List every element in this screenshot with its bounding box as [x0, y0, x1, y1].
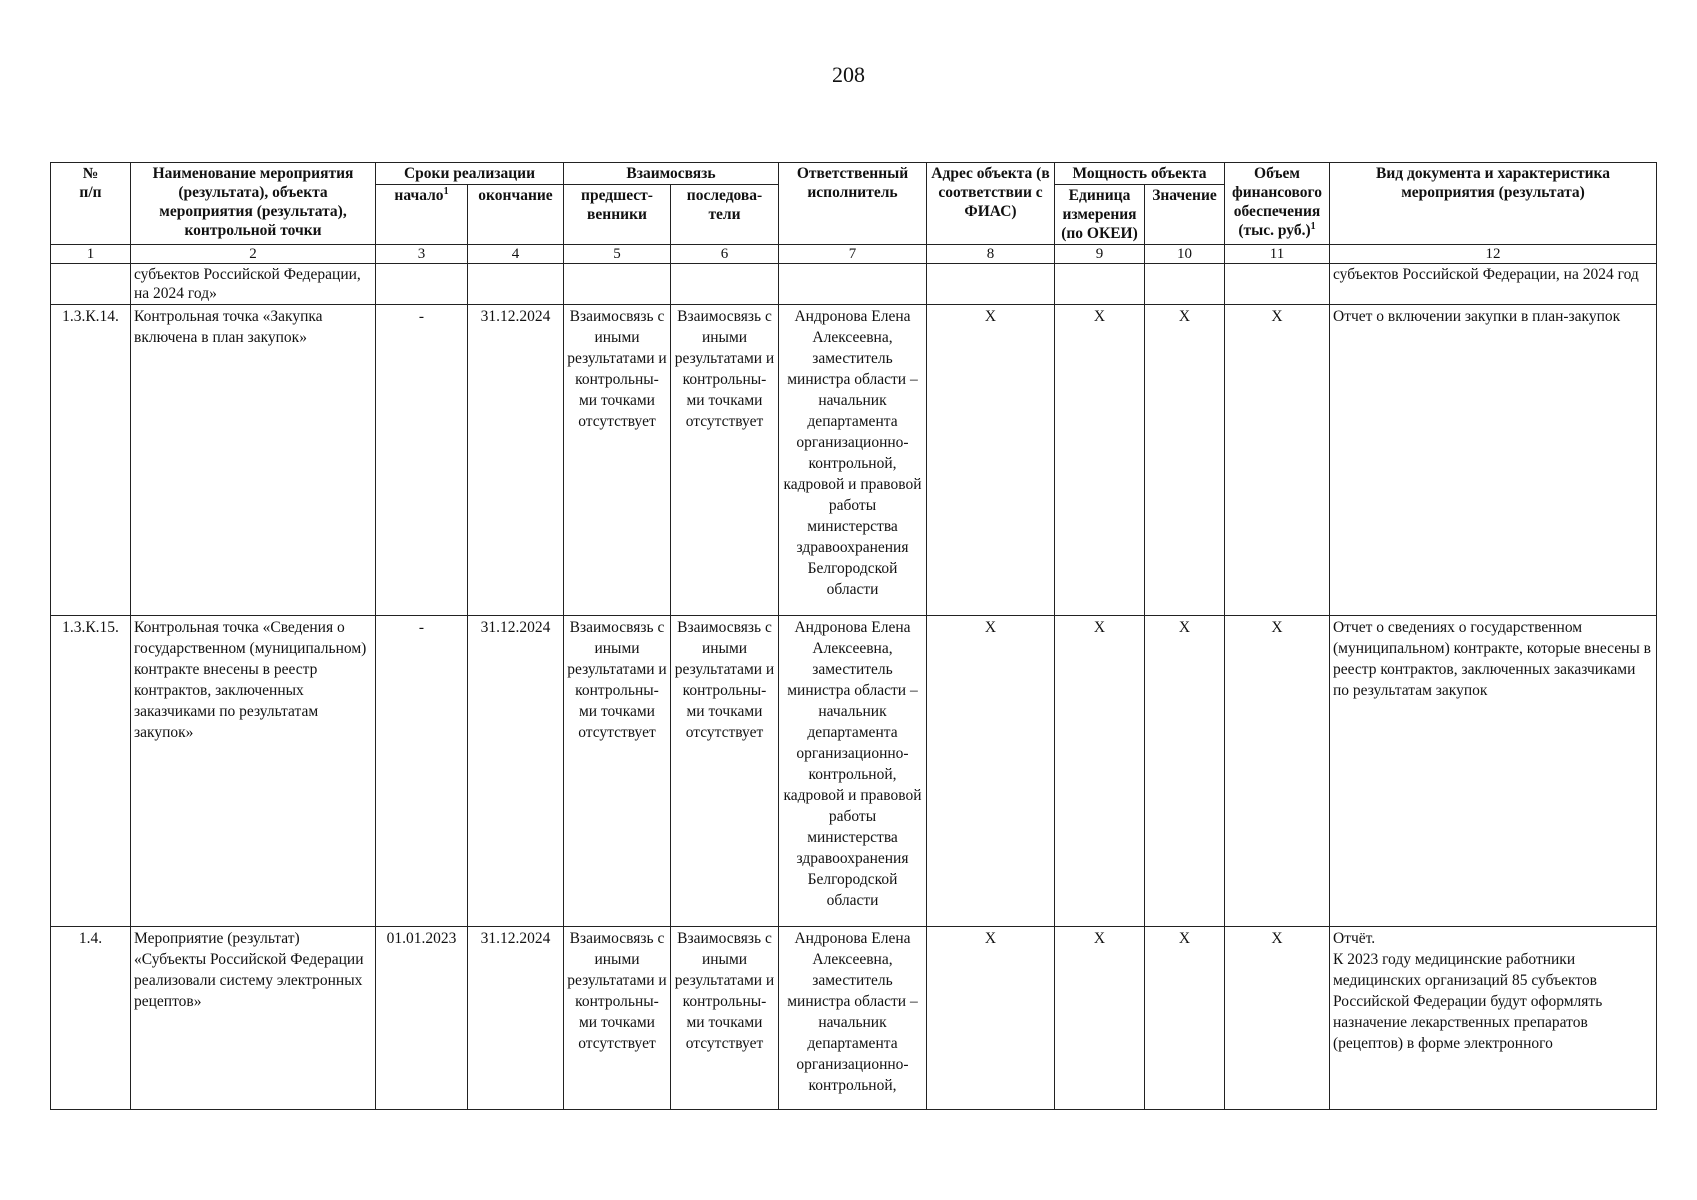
header-terms: Сроки реализации: [376, 163, 564, 185]
row-value: Х: [1145, 616, 1225, 927]
row-document: субъектов Российской Федерации, на 2024 год: [1330, 264, 1657, 305]
row-successors: Взаимосвязь с иными результатами и контрольны-ми точками отсутствует: [671, 305, 779, 616]
row-address: Х: [927, 305, 1055, 616]
column-number: 4: [468, 245, 564, 264]
column-number: 8: [927, 245, 1055, 264]
row-value: Х: [1145, 927, 1225, 1110]
header-start-sup: 1: [443, 185, 449, 197]
table-row: [51, 927, 1657, 1110]
column-number-row: [51, 245, 1657, 264]
row-predecessors: Взаимосвязь с иными результатами и контрольны-ми точками отсутствует: [564, 927, 671, 1110]
header-num: № п/п: [51, 163, 131, 245]
row-successors: Взаимосвязь с иными результатами и контрольны-ми точками отсутствует: [671, 927, 779, 1110]
row-successors: [671, 264, 779, 305]
column-number: 2: [131, 245, 376, 264]
column-number: 3: [376, 245, 468, 264]
page-number: 208: [832, 62, 865, 87]
row-num: 1.4.: [51, 927, 131, 1110]
row-document: Отчет о включении закупки в план-закупок: [1330, 305, 1657, 616]
table-row: [51, 616, 1657, 927]
row-name: субъектов Российской Федерации, на 2024 год»: [131, 264, 376, 305]
row-address: [927, 264, 1055, 305]
row-start: -: [376, 616, 468, 927]
header-value: Значение: [1145, 185, 1225, 245]
row-predecessors: Взаимосвязь с иными результатами и контрольны-ми точками отсутствует: [564, 616, 671, 927]
row-end: 31.12.2024: [468, 927, 564, 1110]
row-num: 1.3.К.15.: [51, 616, 131, 927]
row-funding: Х: [1225, 927, 1330, 1110]
header-start-text: начало: [394, 187, 444, 204]
row-unit: Х: [1055, 305, 1145, 616]
row-funding: [1225, 264, 1330, 305]
row-responsible: Андронова Елена Алексеевна, заместитель министра области – начальник департамента организационно-контрольной, кадровой и правовой работы министерства здравоохранения Белгородской области: [779, 305, 927, 616]
row-value: Х: [1145, 305, 1225, 616]
row-responsible: Андронова Елена Алексеевна, заместитель министра области – начальник департамента организационно-контрольной, кадровой и правовой работы министерства здравоохранения Белгородской области: [779, 616, 927, 927]
header-address: Адрес объекта (в соответствии с ФИАС): [927, 163, 1055, 245]
row-document: Отчет о сведениях о государственном (муниципальном) контракте, которые внесены в реестр контрактов, заключенных заказчиками по результатам закупок: [1330, 616, 1657, 927]
header-successors: последова- тели: [671, 185, 779, 245]
column-number: 1: [51, 245, 131, 264]
column-number: 7: [779, 245, 927, 264]
header-end: окончание: [468, 185, 564, 245]
column-number: 12: [1330, 245, 1657, 264]
header-funding-text: Объем финансового обеспечения (тыс. руб.): [1232, 165, 1322, 239]
row-unit: Х: [1055, 927, 1145, 1110]
row-start: -: [376, 305, 468, 616]
column-number: 6: [671, 245, 779, 264]
row-address: Х: [927, 927, 1055, 1110]
row-predecessors: Взаимосвязь с иными результатами и контрольны-ми точками отсутствует: [564, 305, 671, 616]
row-num: [51, 264, 131, 305]
header-capacity: Мощность объекта: [1055, 163, 1225, 185]
row-name: Контрольная точка «Сведения о государственном (муниципальном) контракте внесены в реестр контрактов, заключенных заказчиками по результатам закупок»: [131, 616, 376, 927]
header-start: [376, 185, 468, 245]
row-name: Контрольная точка «Закупка включена в план закупок»: [131, 305, 376, 616]
column-number: 9: [1055, 245, 1145, 264]
row-funding: Х: [1225, 616, 1330, 927]
row-value: [1145, 264, 1225, 305]
implementation-plan-table: [50, 162, 1657, 1110]
row-num: 1.3.К.14.: [51, 305, 131, 616]
column-number: 11: [1225, 245, 1330, 264]
header-row-1: [51, 163, 1657, 185]
row-responsible: [779, 264, 927, 305]
row-end: 31.12.2024: [468, 305, 564, 616]
row-end: 31.12.2024: [468, 616, 564, 927]
row-predecessors: [564, 264, 671, 305]
row-unit: Х: [1055, 616, 1145, 927]
header-unit: Единица измерения (по ОКЕИ): [1055, 185, 1145, 245]
header-funding: [1225, 163, 1330, 245]
row-name: Мероприятие (результат) «Субъекты Российской Федерации реализовали систему электронных рецептов»: [131, 927, 376, 1110]
row-unit: [1055, 264, 1145, 305]
row-address: Х: [927, 616, 1055, 927]
header-relation: Взаимосвязь: [564, 163, 779, 185]
header-funding-sup: 1: [1310, 220, 1316, 232]
row-responsible: Андронова Елена Алексеевна, заместитель министра области – начальник департамента организационно-контрольной,: [779, 927, 927, 1110]
header-predecessors: предшест- венники: [564, 185, 671, 245]
header-name: Наименование мероприятия (результата), объекта мероприятия (результата), контрольной точки: [131, 163, 376, 245]
row-start: 01.01.2023: [376, 927, 468, 1110]
column-number: 5: [564, 245, 671, 264]
row-document: Отчёт. К 2023 году медицинские работники медицинских организаций 85 субъектов Российской Федерации будут оформлять назначение лекарственных препаратов (рецептов) в форме электронного: [1330, 927, 1657, 1110]
row-start: [376, 264, 468, 305]
table-row: [51, 264, 1657, 305]
header-responsible: Ответственный исполнитель: [779, 163, 927, 245]
table-row: [51, 305, 1657, 616]
header-doc: Вид документа и характеристика мероприятия (результата): [1330, 163, 1657, 245]
column-number: 10: [1145, 245, 1225, 264]
row-funding: Х: [1225, 305, 1330, 616]
row-end: [468, 264, 564, 305]
row-successors: Взаимосвязь с иными результатами и контрольны-ми точками отсутствует: [671, 616, 779, 927]
